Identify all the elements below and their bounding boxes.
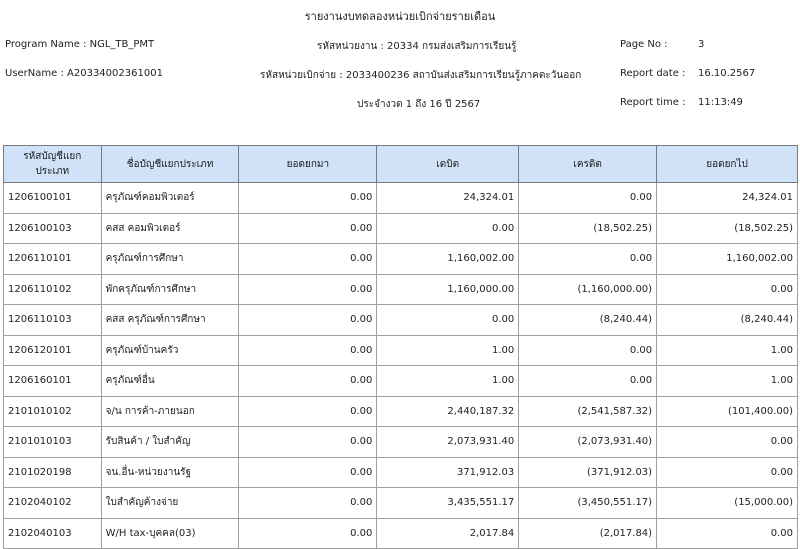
cell-closing-balance: 24,324.01	[657, 183, 798, 214]
header-account-name: ชื่อบัญชีแยกประเภท	[101, 146, 239, 183]
cell-opening-balance: 0.00	[239, 457, 377, 488]
cell-closing-balance: 1.00	[657, 335, 798, 366]
header-closing-balance: ยอดยกไป	[657, 146, 798, 183]
cell-credit: (1,160,000.00)	[519, 274, 657, 305]
cell-closing-balance: (18,502.25)	[657, 213, 798, 244]
table-row	[4, 488, 798, 519]
table-row	[4, 335, 798, 366]
cell-opening-balance: 0.00	[239, 518, 377, 549]
cell-debit: 3,435,551.17	[377, 488, 519, 519]
cell-account-name: รับสินค้า / ใบสำคัญ	[101, 427, 239, 458]
cell-account-code: 2101010103	[4, 427, 102, 458]
table-row	[4, 396, 798, 427]
cell-opening-balance: 0.00	[239, 427, 377, 458]
cell-credit: (2,541,587.32)	[519, 396, 657, 427]
user-name: UserName : A20334002361001	[5, 68, 163, 79]
cell-account-name: ครุภัณฑ์การศึกษา	[101, 244, 239, 275]
cell-debit: 1,160,000.00	[377, 274, 519, 305]
cell-opening-balance: 0.00	[239, 335, 377, 366]
cell-account-name: คสส คอมพิวเตอร์	[101, 213, 239, 244]
cell-account-name: ครุภัณฑ์คอมพิวเตอร์	[101, 183, 239, 214]
cell-opening-balance: 0.00	[239, 213, 377, 244]
table-row	[4, 457, 798, 488]
program-name: Program Name : NGL_TB_PMT	[5, 39, 155, 50]
cell-account-code: 1206110103	[4, 305, 102, 336]
cell-closing-balance: (8,240.44)	[657, 305, 798, 336]
agency-code: รหัสหน่วยงาน : 20334 กรมส่งเสริมการเรียนรู้	[317, 41, 517, 52]
cell-closing-balance: (15,000.00)	[657, 488, 798, 519]
cell-credit: 0.00	[519, 244, 657, 275]
cell-credit: (8,240.44)	[519, 305, 657, 336]
cell-account-code: 2101010102	[4, 396, 102, 427]
cell-account-code: 1206100101	[4, 183, 102, 214]
table-row	[4, 427, 798, 458]
cell-closing-balance: 0.00	[657, 427, 798, 458]
cell-closing-balance: 1.00	[657, 366, 798, 397]
cell-opening-balance: 0.00	[239, 488, 377, 519]
cell-account-name: ใบสำคัญค้างจ่าย	[101, 488, 239, 519]
cell-closing-balance: 0.00	[657, 274, 798, 305]
trial-balance-table	[3, 145, 798, 549]
cell-credit: (371,912.03)	[519, 457, 657, 488]
cell-opening-balance: 0.00	[239, 366, 377, 397]
cell-account-code: 1206100103	[4, 213, 102, 244]
cell-credit: (3,450,551.17)	[519, 488, 657, 519]
cell-closing-balance: (101,400.00)	[657, 396, 798, 427]
table-row	[4, 305, 798, 336]
cell-debit: 2,017.84	[377, 518, 519, 549]
cell-account-name: จน.อื่น-หน่วยงานรัฐ	[101, 457, 239, 488]
cell-debit: 2,440,187.32	[377, 396, 519, 427]
report-time-label: Report time :	[620, 97, 686, 108]
cell-account-name: W/H tax-บุคคล(03)	[101, 518, 239, 549]
cell-account-code: 1206110101	[4, 244, 102, 275]
cell-debit: 1.00	[377, 335, 519, 366]
cell-credit: 0.00	[519, 335, 657, 366]
page-no-label: Page No :	[620, 39, 668, 50]
cell-opening-balance: 0.00	[239, 274, 377, 305]
cell-credit: 0.00	[519, 366, 657, 397]
table-header-row	[4, 146, 798, 183]
cell-debit: 0.00	[377, 305, 519, 336]
cell-debit: 371,912.03	[377, 457, 519, 488]
cell-account-name: คสส ครุภัณฑ์การศึกษา	[101, 305, 239, 336]
cell-debit: 24,324.01	[377, 183, 519, 214]
cell-account-code: 1206110102	[4, 274, 102, 305]
cell-closing-balance: 0.00	[657, 457, 798, 488]
header-debit: เดบิต	[377, 146, 519, 183]
header-account-code: รหัสบัญชีแยกประเภท	[4, 146, 102, 183]
table-row	[4, 366, 798, 397]
page-no-value: 3	[698, 39, 705, 50]
cell-closing-balance: 1,160,002.00	[657, 244, 798, 275]
cell-opening-balance: 0.00	[239, 183, 377, 214]
cell-opening-balance: 0.00	[239, 305, 377, 336]
cell-debit: 0.00	[377, 213, 519, 244]
table-row	[4, 213, 798, 244]
cell-account-name: พักครุภัณฑ์การศึกษา	[101, 274, 239, 305]
table-row	[4, 183, 798, 214]
cell-closing-balance: 0.00	[657, 518, 798, 549]
cell-account-code: 2102040103	[4, 518, 102, 549]
header-opening-balance: ยอดยกมา	[239, 146, 377, 183]
table-row	[4, 274, 798, 305]
cell-debit: 2,073,931.40	[377, 427, 519, 458]
cell-debit: 1.00	[377, 366, 519, 397]
cell-account-code: 1206120101	[4, 335, 102, 366]
cell-opening-balance: 0.00	[239, 244, 377, 275]
cell-account-name: ครุภัณฑ์บ้านครัว	[101, 335, 239, 366]
cell-credit: (2,017.84)	[519, 518, 657, 549]
report-time-value: 11:13:49	[698, 97, 743, 108]
table-body	[4, 183, 798, 549]
cell-account-name: ครุภัณฑ์อื่น	[101, 366, 239, 397]
cell-account-name: จ/น การค้า-ภายนอก	[101, 396, 239, 427]
report-date-label: Report date :	[620, 68, 686, 79]
disbursing-unit: รหัสหน่วยเบิกจ่าย : 2033400236 สถาบันส่งเสริมการเรียนรู้ภาคตะวันออก	[260, 70, 582, 81]
cell-account-code: 1206160101	[4, 366, 102, 397]
cell-account-code: 2102040102	[4, 488, 102, 519]
cell-opening-balance: 0.00	[239, 396, 377, 427]
cell-credit: (2,073,931.40)	[519, 427, 657, 458]
table-row	[4, 244, 798, 275]
report-title: รายงานงบทดลองหน่วยเบิกจ่ายรายเดือน	[304, 10, 496, 23]
cell-account-code: 2101020198	[4, 457, 102, 488]
report-date-value: 16.10.2567	[698, 68, 756, 79]
table-row	[4, 518, 798, 549]
header-credit: เครดิต	[519, 146, 657, 183]
cell-credit: 0.00	[519, 183, 657, 214]
report-period: ประจำงวด 1 ถึง 16 ปี 2567	[357, 99, 481, 110]
cell-credit: (18,502.25)	[519, 213, 657, 244]
cell-debit: 1,160,002.00	[377, 244, 519, 275]
